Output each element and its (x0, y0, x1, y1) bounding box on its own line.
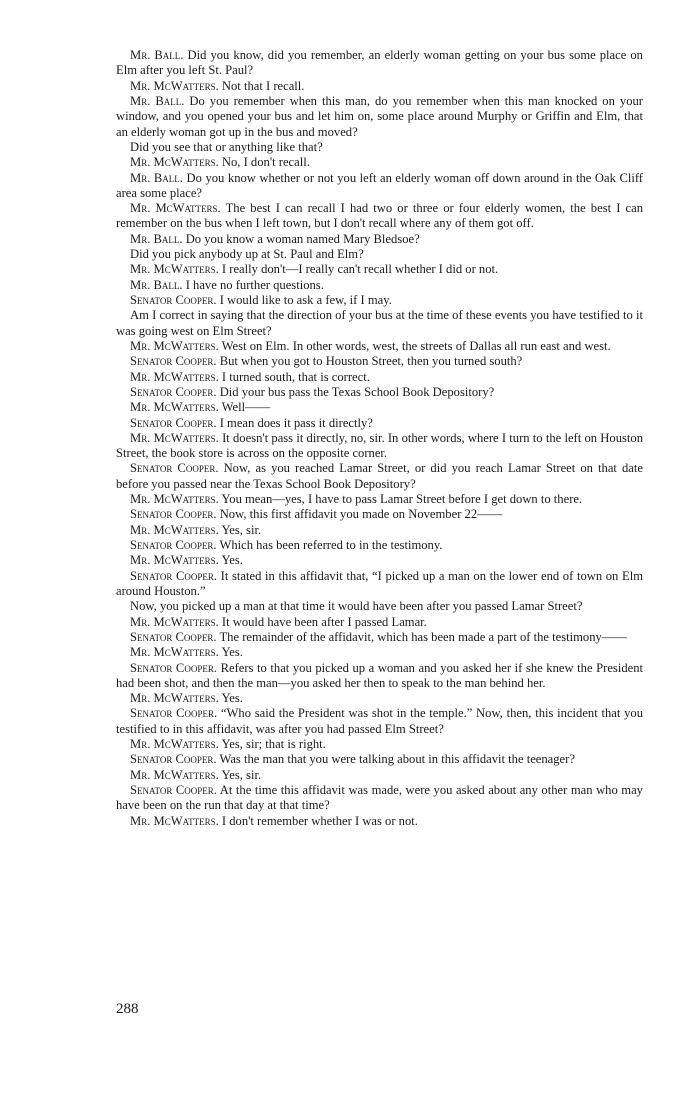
speaker-name: Mr. McWatters. (130, 262, 219, 277)
paragraph (116, 814, 643, 829)
speaker-name: Senator Cooper. (130, 752, 217, 767)
paragraph (116, 507, 643, 522)
speaker-name: Mr. McWatters. (130, 737, 219, 752)
paragraph-text: Do you know a woman named Mary Bledsoe? (185, 231, 420, 246)
paragraph (116, 354, 643, 369)
paragraph-text: Yes. (221, 553, 243, 568)
paragraph (116, 171, 643, 202)
paragraph-text: Did you pick anybody up at St. Paul and Elm? (130, 247, 364, 262)
speaker-name: Senator Cooper. (130, 629, 217, 644)
paragraph-text: You mean—yes, I have to pass Lamar Street before I get down to there. (221, 492, 583, 507)
page-number: 288 (116, 1001, 139, 1017)
paragraph (116, 691, 643, 706)
paragraph-text: It doesn't pass it directly, no, sir. In other words, where I turn to the left on Houston Street, the book store is across on the opposite corner. (116, 430, 643, 461)
paragraph (116, 523, 643, 538)
speaker-name: Mr. Ball. (130, 48, 184, 62)
paragraph-text: Refers to that you picked up a woman and you asked her if she knew the President had been shot, and then the man—you asked her then to speak to the man behind her. (116, 660, 644, 690)
paragraph-text: I mean does it pass it directly? (219, 415, 373, 430)
speaker-name: Mr. McWatters. (130, 430, 219, 445)
paragraph (116, 247, 643, 262)
paragraph (116, 339, 643, 354)
speaker-name: Senator Cooper. (130, 706, 218, 721)
testimony-text (116, 48, 643, 829)
speaker-name: Mr. McWatters. (130, 338, 219, 353)
speaker-name: Senator Cooper. (130, 783, 217, 797)
paragraph (116, 400, 643, 415)
speaker-name: Mr. McWatters. (130, 201, 221, 216)
paragraph (116, 293, 643, 308)
speaker-name: Mr. McWatters. (130, 813, 219, 828)
paragraph (116, 569, 643, 600)
paragraph (116, 615, 643, 630)
paragraph (116, 308, 643, 339)
paragraph (116, 661, 643, 692)
speaker-name: Mr. McWatters. (130, 155, 219, 170)
speaker-name: Senator Cooper. (130, 507, 217, 522)
paragraph (116, 599, 643, 614)
paragraph-text: No, I don't recall. (221, 155, 310, 170)
paragraph-text: It would have been after I passed Lamar. (221, 614, 427, 629)
paragraph (116, 783, 643, 814)
paragraph (116, 278, 643, 293)
paragraph-text: Did your bus pass the Texas School Book Depository? (219, 384, 495, 399)
paragraph (116, 370, 643, 385)
speaker-name: Mr. McWatters. (130, 522, 219, 537)
paragraph-text: Did you know, did you remember, an elderly woman getting on your bus some place on Elm after you left St. Paul? (116, 48, 643, 78)
paragraph-text: Now, this first affidavit you made on November 22—— (219, 507, 503, 522)
paragraph-text: I don't remember whether I was or not. (221, 813, 418, 828)
paragraph-text: The remainder of the affidavit, which has been made a part of the testimony—— (219, 629, 627, 644)
paragraph (116, 232, 643, 247)
speaker-name: Mr. Ball. (130, 277, 183, 292)
speaker-name: Mr. McWatters. (130, 614, 219, 629)
speaker-name: Senator Cooper. (130, 293, 217, 307)
paragraph (116, 752, 643, 767)
speaker-name: Mr. Ball. (130, 231, 183, 246)
paragraph-text: Now, you picked up a man at that time it would have been after you passed Lamar Street? (130, 599, 583, 614)
speaker-name: Senator Cooper. (130, 568, 218, 583)
speaker-name: Mr. McWatters. (130, 645, 219, 660)
speaker-name: Mr. McWatters. (130, 691, 219, 706)
paragraph-text: I would like to ask a few, if I may. (219, 293, 392, 307)
paragraph-text: Yes. (221, 691, 243, 706)
speaker-name: Senator Cooper. (130, 415, 217, 430)
paragraph (116, 553, 643, 568)
paragraph-text: But when you got to Houston Street, then you turned south? (219, 354, 523, 369)
paragraph (116, 140, 643, 155)
paragraph (116, 737, 643, 752)
speaker-name: Mr. McWatters. (130, 78, 219, 93)
paragraph (116, 385, 643, 400)
paragraph (116, 492, 643, 507)
paragraph-text: Yes, sir. (221, 522, 262, 537)
paragraph-text: Well—— (221, 400, 271, 415)
paragraph (116, 630, 643, 645)
paragraph-text: Yes, sir; that is right. (221, 737, 326, 752)
paragraph (116, 431, 643, 462)
paragraph-text: The best I can recall I had two or three or four elderly women, the best I can remember on the bus when I left town, but I don't recall where any of them got off. (116, 201, 643, 231)
paragraph (116, 79, 643, 94)
speaker-name: Mr. McWatters. (130, 492, 219, 507)
speaker-name: Senator Cooper. (130, 461, 219, 476)
paragraph (116, 94, 643, 140)
speaker-name: Senator Cooper. (130, 538, 217, 552)
paragraph-text: Did you see that or anything like that? (130, 139, 323, 154)
speaker-name: Mr. McWatters. (130, 767, 219, 782)
speaker-name: Mr. McWatters. (130, 400, 219, 415)
speaker-name: Senator Cooper. (130, 660, 217, 675)
speaker-name: Mr. Ball. (130, 93, 185, 108)
paragraph-text: Now, as you reached Lamar Street, or did you reach Lamar Street on that date before you passed near the Texas School Book Depository? (116, 461, 643, 491)
paragraph (116, 262, 643, 277)
paragraph-text: Do you know whether or not you left an elderly woman off down around in the Oak Cliff area some place? (116, 170, 644, 200)
paragraph-text: “Who said the President was shot in the temple.” Now, then, this incident that you testified to in this affidavit, was after you had passed Elm Street? (116, 706, 644, 736)
paragraph (116, 461, 643, 492)
paragraph-text: Am I correct in saying that the direction of your bus at the time of these events you have testified to it was going west on Elm Street? (116, 308, 643, 338)
speaker-name: Mr. Ball. (130, 170, 183, 185)
paragraph-text: At the time this affidavit was made, were you asked about any other man who may have been on the run that day at that time? (116, 783, 643, 813)
paragraph (116, 538, 643, 553)
paragraph (116, 201, 643, 232)
paragraph (116, 706, 643, 737)
paragraph (116, 645, 643, 660)
paragraph-text: Yes. (221, 645, 243, 660)
speaker-name: Senator Cooper. (130, 354, 217, 369)
paragraph (116, 48, 643, 79)
speaker-name: Mr. McWatters. (130, 369, 219, 384)
paragraph-text: Which has been referred to in the testimony. (219, 538, 443, 552)
paragraph-text: I turned south, that is correct. (221, 369, 370, 384)
paragraph-text: I really don't—I really can't recall whether I did or not. (221, 262, 499, 277)
paragraph-text: Not that I recall. (221, 78, 305, 93)
paragraph-text: It stated in this affidavit that, “I picked up a man on the lower end of town on Elm around Houston.” (116, 568, 643, 598)
paragraph (116, 155, 643, 170)
paragraph (116, 768, 643, 783)
paragraph (116, 416, 643, 431)
paragraph-text: Do you remember when this man, do you remember when this man knocked on your window, and you opened your bus and let him on, some place around Murphy or Griffin and Elm, that an elderly woman got up in the bus and moved? (116, 93, 643, 139)
paragraph-text: Was the man that you were talking about in this affidavit the teenager? (219, 752, 575, 767)
speaker-name: Senator Cooper. (130, 384, 217, 399)
paragraph-text: Yes, sir. (221, 767, 262, 782)
paragraph-text: I have no further questions. (185, 277, 324, 292)
speaker-name: Mr. McWatters. (130, 553, 219, 568)
paragraph-text: West on Elm. In other words, west, the streets of Dallas all run east and west. (221, 338, 611, 353)
